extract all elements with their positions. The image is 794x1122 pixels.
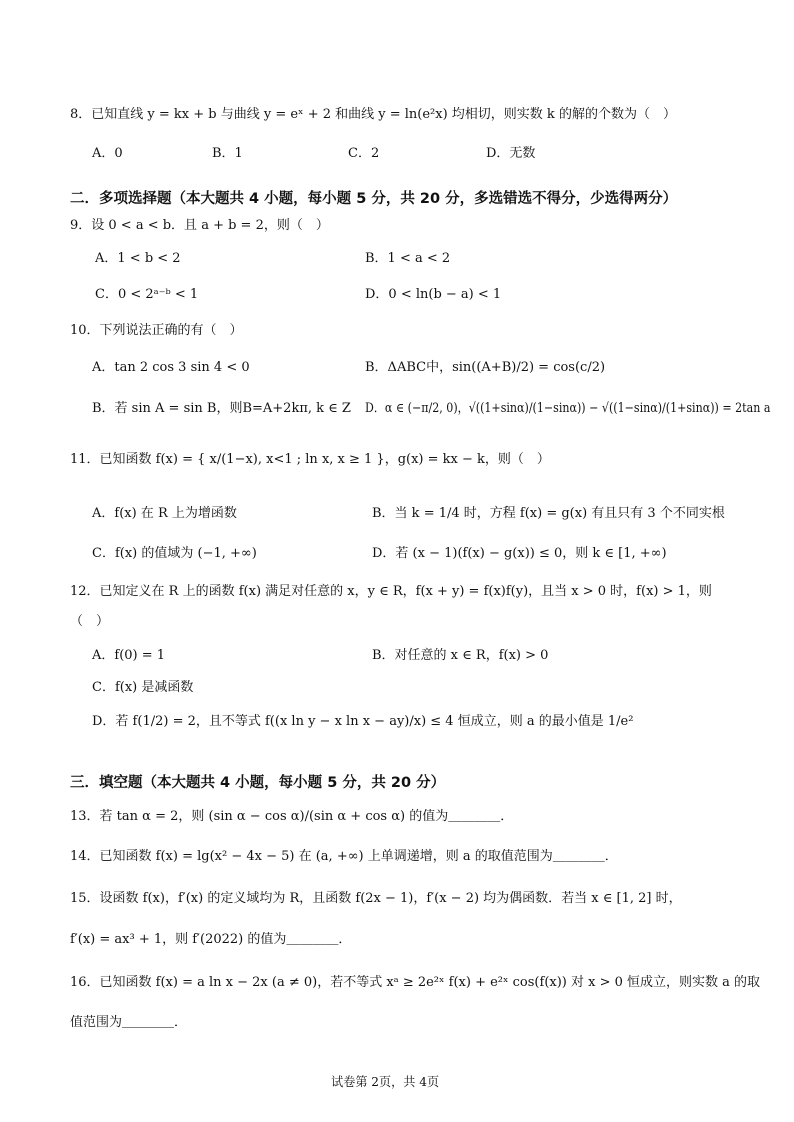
question-13: 13．若 tan α = 2，则 (sin α − cos α)/(sin α + cos α) 的值为＿＿＿＿．: [70, 809, 514, 824]
question-11-option-b: B．当 k = 1/4 时，方程 f(x) = g(x) 有且只有 3 个不同实根: [372, 506, 725, 521]
question-11-option-a: A．f(x) 在 R 上为增函数: [92, 506, 237, 521]
question-16-line-1: 16．已知函数 f(x) = a ln x − 2x (a ≠ 0)，若不等式 xᵃ ≥ 2e²ˣ f(x) + e²ˣ cos(f(x)) 对 x > 0 恒成立，则实数 a 的取: [70, 975, 761, 990]
question-11-option-c: C．f(x) 的值域为 (−1, +∞): [92, 546, 257, 561]
question-9-option-c: C．0 < 2ᵃ⁻ᵇ < 1: [95, 287, 199, 302]
question-15-line-2: f′(x) = ax³ + 1，则 f′(2022) 的值为＿＿＿＿．: [70, 932, 352, 947]
question-8-option-b: B．1: [212, 146, 243, 161]
question-8-option-d: D．无数: [486, 146, 536, 161]
question-16-line-2: 值范围为＿＿＿＿．: [70, 1015, 188, 1030]
question-12-option-a: A．f(0) = 1: [92, 648, 166, 663]
question-9-stem: 9．设 0 < a < b．且 a + b = 2，则（ ）: [70, 218, 329, 233]
section-2-title: 二．多项选择题（本大题共 4 小题，每小题 5 分，共 20 分，多选错选不得分，少选得两分）: [70, 191, 678, 207]
question-11-stem: 11．已知函数 f(x) = { x/(1−x), x<1 ; ln x, x ≥ 1 }，g(x) = kx − k，则（ ）: [70, 452, 550, 467]
question-14: 14．已知函数 f(x) = lg(x² − 4x − 5) 在 (a, +∞) 上单调递增，则 a 的取值范围为＿＿＿＿．: [70, 849, 618, 864]
question-12-option-d: D．若 f(1/2) = 2，且不等式 f((x ln y − x ln x − ay)/x) ≤ 4 恒成立，则 a 的最小值是 1/e²: [92, 714, 634, 729]
question-10-option-b2: B．若 sin A = sin B，则B=A+2kπ, k ∈ Z: [92, 401, 351, 416]
question-8-stem: 8．已知直线 y = kx + b 与曲线 y = eˣ + 2 和曲线 y = ln(e²x) 均相切，则实数 k 的解的个数为（ ）: [70, 107, 676, 122]
question-11-option-d: D．若 (x − 1)(f(x) − g(x)) ≤ 0，则 k ∈ [1, +∞): [372, 546, 667, 561]
question-12-stem-continued: （ ）: [70, 614, 110, 629]
question-12-option-c: C．f(x) 是减函数: [92, 680, 194, 695]
page-footer: 试卷第 2页，共 4页: [331, 1074, 440, 1089]
question-12-option-b: B．对任意的 x ∈ R，f(x) > 0: [372, 648, 549, 663]
question-9-option-d: D．0 < ln(b − a) < 1: [365, 287, 502, 302]
question-10-option-a: A．tan 2 cos 3 sin 4 < 0: [92, 360, 250, 375]
question-10-stem: 10．下列说法正确的有（ ）: [70, 323, 243, 338]
question-10-option-b: B．ΔABC中，sin((A+B)/2) = cos(c/2): [365, 360, 606, 375]
question-8-option-a: A．0: [92, 146, 123, 161]
section-3-title: 三．填空题（本大题共 4 小题，每小题 5 分，共 20 分）: [70, 775, 446, 791]
question-12-stem: 12．已知定义在 R 上的函数 f(x) 满足对任意的 x，y ∈ R，f(x + y) = f(x)f(y)，且当 x > 0 时，f(x) > 1，则: [70, 584, 712, 599]
question-15-line-1: 15．设函数 f(x)，f′(x) 的定义域均为 R，且函数 f(2x − 1)，f′(x − 2) 均为偶函数．若当 x ∈ [1, 2] 时，: [70, 891, 682, 906]
question-10-option-d: D．α ∈ (−π/2, 0)，√((1+sinα)/(1−sinα)) − √((1−sinα)/(1+sinα)) = 2tan a: [365, 401, 771, 416]
question-8-option-c: C．2: [348, 146, 380, 161]
question-9-option-b: B．1 < a < 2: [365, 251, 451, 266]
question-9-option-a: A．1 < b < 2: [95, 251, 181, 266]
